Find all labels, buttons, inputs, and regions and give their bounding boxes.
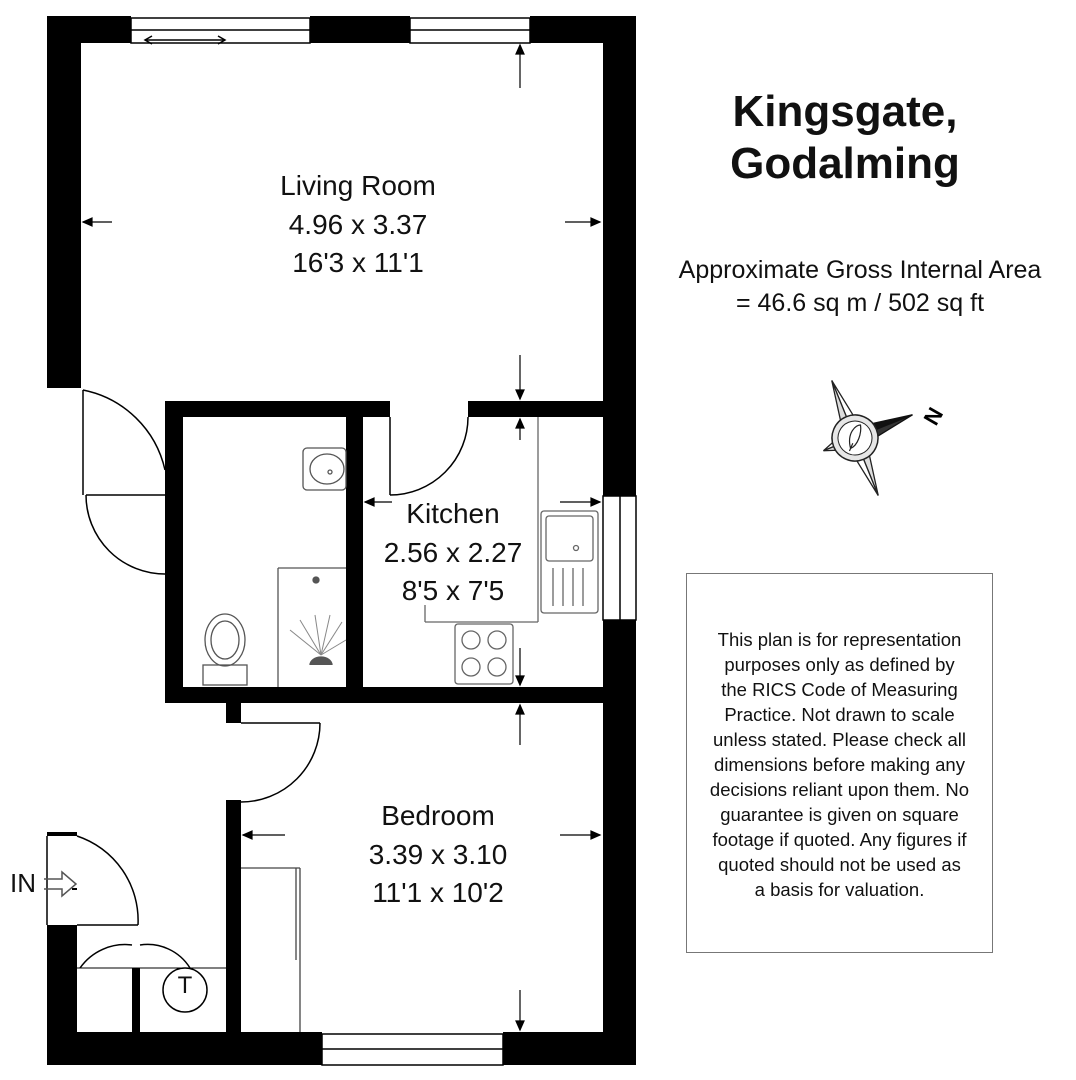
sink — [541, 511, 598, 613]
living-room-label — [248, 167, 468, 283]
compass-north-label: N — [918, 403, 949, 430]
cupboard-label: T — [177, 972, 193, 999]
disclaimer-line: dimensions before making any — [714, 753, 965, 775]
entrance-label: IN — [10, 868, 36, 898]
property-title — [690, 86, 1000, 190]
wall-bottom-left — [47, 1032, 322, 1065]
bedroom-name: Bedroom — [381, 800, 495, 831]
wall-left-upper — [47, 16, 81, 388]
kitchen-label — [363, 495, 543, 611]
wall-kitchen-top — [468, 401, 603, 417]
wall-bath-left — [165, 401, 183, 496]
wall-bottom-right — [503, 1032, 636, 1065]
kitchen-metric: 2.56 x 2.27 — [383, 536, 523, 568]
living-room-name: Living Room — [280, 170, 436, 201]
disclaimer-line: This plan is for representation — [717, 629, 962, 650]
bedroom-metric: 3.39 x 3.10 — [368, 838, 508, 870]
gross-internal-area — [640, 254, 1076, 319]
toilet-cistern — [203, 665, 247, 685]
bedroom-wardrobe — [241, 868, 300, 1032]
disclaimer-line: decisions reliant upon them. No — [709, 778, 970, 800]
disclaimer-line: the RICS Code of Measuring — [721, 678, 958, 700]
wall-hall-stub — [226, 687, 241, 723]
hob — [455, 624, 513, 684]
wall-bath-right — [346, 401, 363, 701]
wall-cupboard-div — [132, 968, 140, 1032]
bathroom-fixtures — [203, 448, 346, 687]
title-line-1: Kingsgate, — [732, 87, 958, 136]
wall-hall-left-frag — [72, 888, 77, 890]
disclaimer-line: guarantee is given on square — [720, 803, 959, 825]
shower-spray — [290, 615, 346, 655]
wall-left-lower — [47, 832, 77, 836]
kitchen-name: Kitchen — [406, 498, 500, 529]
disclaimer-line: Practice. Not drawn to scale — [724, 703, 955, 725]
entrance-arrow-icon — [44, 872, 76, 896]
wall-right-upper — [603, 16, 636, 496]
bedroom-imperial: 11'1 x 10'2 — [372, 877, 504, 909]
area-line-2: = 46.6 sq m / 502 sq ft — [735, 288, 985, 317]
disclaimer-line: unless stated. Please check all — [713, 728, 966, 750]
disclaimer-line: a basis for valuation. — [754, 878, 925, 900]
disclaimer-box — [686, 573, 993, 953]
living-room-imperial: 16'3 x 11'1 — [292, 247, 424, 279]
living-room-metric: 4.96 x 3.37 — [288, 208, 428, 240]
wall-right-lower — [603, 620, 636, 1065]
wall-bedroom-left — [226, 800, 241, 1032]
disclaimer-line: footage if quoted. Any figures if — [712, 828, 967, 850]
area-line-1: Approximate Gross Internal Area — [678, 256, 1042, 284]
disclaimer-line: quoted should not be used as — [718, 853, 961, 875]
bedroom-label — [338, 797, 538, 913]
disclaimer-line: purposes only as defined by — [724, 653, 955, 675]
kitchen-imperial: 8'5 x 7'5 — [401, 575, 505, 607]
wall-top-mid — [310, 16, 410, 43]
compass-icon — [800, 357, 935, 508]
title-line-2: Godalming — [730, 138, 960, 188]
wall-bath-left-lower — [165, 496, 183, 702]
